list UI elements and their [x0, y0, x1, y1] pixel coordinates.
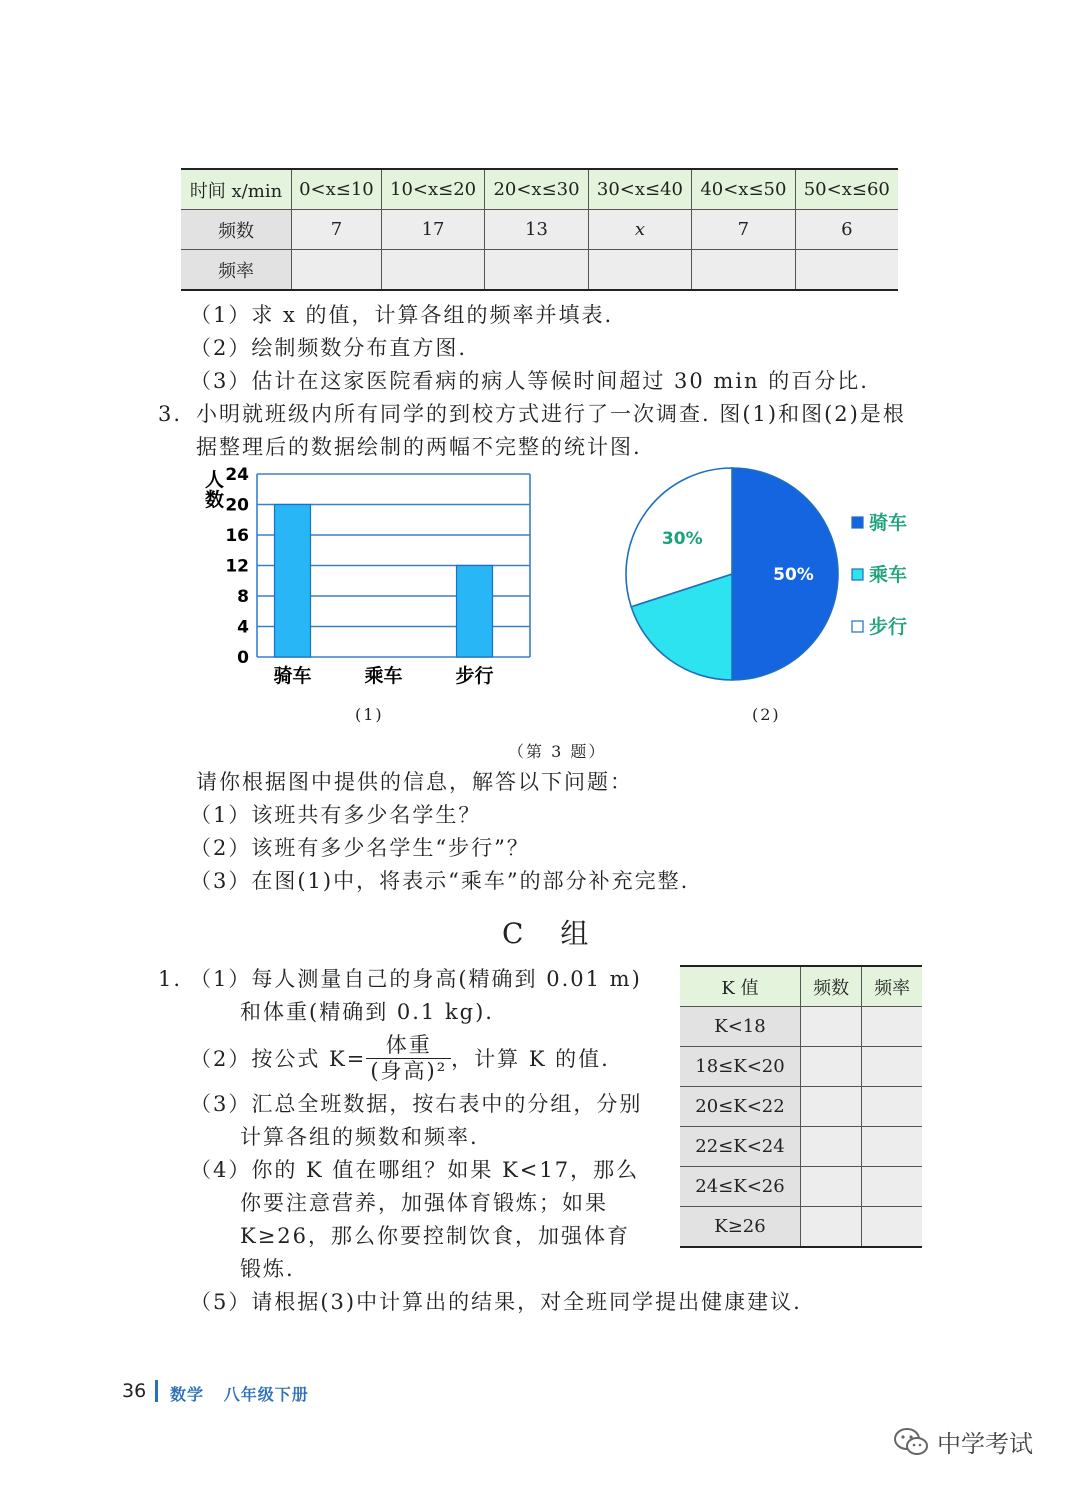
q3-item-3: （3）在图(1)中，将表示“乘车”的部分补充完整. [190, 869, 690, 893]
table-header-cell: 20<x≤30 [485, 169, 588, 210]
legend-swatch [852, 621, 863, 632]
table-cell: 7 [292, 210, 382, 250]
page-number: 36 [122, 1380, 147, 1402]
table-header-cell: 30<x≤40 [588, 169, 691, 210]
table-cell [588, 250, 691, 291]
formula-suffix: ，计算 K 的值. [451, 1046, 610, 1071]
table-header-cell: 40<x≤50 [692, 169, 795, 210]
table-row [680, 1087, 922, 1127]
frequency-table [181, 168, 898, 291]
table-cell: 20≤K<22 [680, 1087, 801, 1127]
q3-number: 3. [158, 402, 183, 426]
book-title: 数学 八年级下册 [170, 1385, 309, 1404]
table-row [680, 1007, 922, 1047]
category-label: 骑车 [273, 665, 312, 687]
table-cell [801, 1047, 862, 1087]
section-c-title: C 组 [502, 917, 603, 950]
y-tick-label: 0 [237, 648, 249, 668]
c-q1-number: 1. [158, 967, 183, 991]
table-row [181, 210, 898, 250]
table-cell [801, 1127, 862, 1167]
q3-item-2: （2）该班有多少名学生“步行”？ [190, 836, 530, 860]
bmi-fraction [366, 1033, 451, 1084]
c-q1-line1: （1）每人测量自己的身高(精确到 0.01 m) [190, 967, 642, 991]
c-q1-line7: 你要注意营养，加强体育锻炼；如果 [240, 1191, 608, 1215]
table-cell [692, 250, 795, 291]
q2-item-3: （3）估计在这家医院看病的病人等候时间超过 30 min 的百分比. [190, 369, 869, 393]
table-cell: K≥26 [680, 1207, 801, 1248]
table-cell: 22≤K<24 [680, 1127, 801, 1167]
table-cell: 24≤K<26 [680, 1167, 801, 1207]
table-cell: 17 [381, 210, 484, 250]
table-cell [862, 1047, 922, 1087]
pie-chart-legend [852, 511, 907, 638]
y-tick-label: 4 [237, 617, 249, 638]
table-row [680, 1207, 922, 1248]
wechat-icon [893, 1427, 929, 1457]
figure-1-caption: (1) [355, 705, 384, 724]
table-cell [862, 1167, 922, 1207]
table-cell [862, 1007, 922, 1047]
table-header-cell: K 值 [680, 966, 801, 1007]
formula-prefix: （2）按公式 K= [190, 1046, 367, 1071]
table-header-cell: 时间 x/min [181, 169, 292, 210]
category-label: 乘车 [364, 665, 403, 687]
table-header-cell: 频数 [801, 966, 862, 1007]
c-q1-line5: 计算各组的频数和频率. [240, 1125, 479, 1149]
k-value-table [680, 965, 922, 1248]
bar-chart-ylabel-char2: 数 [205, 489, 225, 511]
q3-item-1: （1）该班共有多少名学生？ [190, 803, 482, 827]
y-tick-label: 12 [225, 556, 249, 577]
legend-label: 乘车 [869, 564, 908, 586]
category-label: 步行 [455, 665, 494, 687]
fraction-denominator: (身高)² [370, 1059, 448, 1083]
figure-2-caption: (2) [752, 705, 781, 724]
c-q1-line4: （3）汇总全班数据，按右表中的分组，分别 [190, 1092, 643, 1116]
table-cell: 7 [692, 210, 795, 250]
c-q1-line9: 锻炼. [240, 1257, 295, 1281]
table-header-row [181, 169, 898, 210]
q3-prompt: 请你根据图中提供的信息，解答以下问题： [196, 770, 633, 794]
q3-text-line1: 小明就班级内所有同学的到校方式进行了一次调查. 图(1)和图(2)是根 [196, 402, 906, 426]
table-cell: K<18 [680, 1007, 801, 1047]
table-header-cell: 频率 [862, 966, 922, 1007]
table-cell [862, 1127, 922, 1167]
table-row [680, 1167, 922, 1207]
table-header-cell: 0<x≤10 [292, 169, 382, 210]
table-cell: 13 [485, 210, 588, 250]
fraction-numerator: 体重 [366, 1033, 451, 1059]
bar-1 [275, 505, 311, 658]
table-cell [381, 250, 484, 291]
y-tick-label: 20 [225, 495, 249, 516]
pie-chart [620, 462, 920, 690]
q2-item-1: （1）求 x 的值，计算各组的频率并填表. [190, 303, 614, 327]
legend-swatch [852, 517, 863, 528]
y-tick-label: 16 [225, 526, 249, 546]
q2-item-2: （2）绘制频数分布直方图. [190, 336, 468, 360]
table-cell: 频率 [181, 250, 292, 291]
c-q1-line8: K≥26，那么你要控制饮食，加强体育 [240, 1224, 631, 1248]
c-q1-line10: （5）请根据(3)中计算出的结果，对全班同学提出健康建议. [190, 1290, 802, 1314]
table-cell: x [588, 210, 691, 250]
table-row [181, 250, 898, 291]
bar-chart [195, 462, 540, 690]
pie-slice-label: 30% [661, 528, 703, 549]
footer-divider [155, 1380, 158, 1402]
table-cell: 频数 [181, 210, 292, 250]
legend-swatch [852, 569, 863, 580]
bar-chart-categories [273, 664, 493, 687]
bar-chart-y-ticks [225, 465, 249, 668]
legend-label: 骑车 [869, 512, 908, 534]
y-tick-label: 8 [237, 587, 249, 607]
table-cell [862, 1207, 922, 1248]
table-cell [801, 1007, 862, 1047]
table-row [680, 1047, 922, 1087]
table-cell [485, 250, 588, 291]
watermark-text: 中学考试 [937, 1430, 1033, 1458]
table-header-cell: 50<x≤60 [795, 169, 898, 210]
table-header-row [680, 966, 922, 1007]
pie-slice-label: 50% [773, 565, 814, 585]
table-cell: 18≤K<20 [680, 1047, 801, 1087]
c-q1-formula-line [190, 1033, 610, 1084]
table-cell [801, 1207, 862, 1248]
y-tick-label: 24 [225, 465, 249, 485]
figure-caption: （第 3 题） [508, 742, 607, 761]
table-cell [801, 1167, 862, 1207]
c-q1-line2: 和体重(精确到 0.1 kg). [240, 1000, 494, 1024]
table-header-cell: 10<x≤20 [381, 169, 484, 210]
table-cell [292, 250, 382, 291]
watermark [893, 1424, 1033, 1459]
table-cell [795, 250, 898, 291]
q3-text-line2: 据整理后的数据绘制的两幅不完整的统计图. [196, 435, 642, 459]
bar-chart-ylabel-char1: 人 [205, 469, 225, 491]
table-cell [862, 1087, 922, 1127]
table-cell [801, 1087, 862, 1127]
bar-3 [457, 566, 493, 658]
c-q1-line6: （4）你的 K 值在哪组？如果 K<17，那么 [190, 1158, 640, 1182]
legend-label: 步行 [869, 616, 908, 638]
table-row [680, 1127, 922, 1167]
bar-chart-bars [275, 505, 493, 658]
table-cell: 6 [795, 210, 898, 250]
